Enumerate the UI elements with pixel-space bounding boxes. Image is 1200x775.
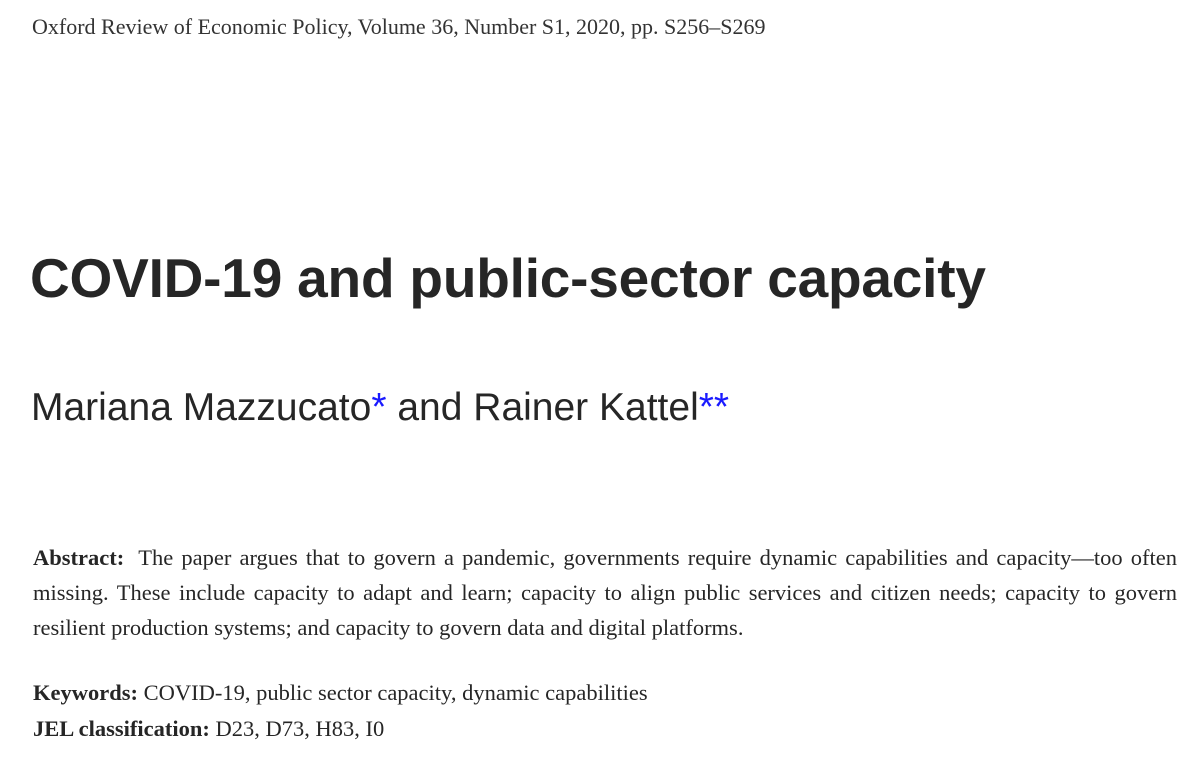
keywords-line	[33, 680, 648, 706]
keywords-text: COVID-19, public sector capacity, dynamic capabilities	[143, 680, 648, 705]
author-name-2: Rainer Kattel	[473, 386, 699, 429]
article-title: COVID-19 and public-sector capacity	[30, 247, 986, 309]
jel-label: JEL classification:	[33, 716, 210, 741]
abstract-text: The paper argues that to govern a pandemic, governments require dynamic capabilities and capacity—too often missing. These include capacity to adapt and learn; capacity to align public services and citizen needs; capacity to govern resilient production systems; and capacity to govern data and digital platforms.	[33, 545, 1177, 640]
author-line	[31, 386, 729, 430]
author-conjunction: and	[397, 386, 463, 429]
keywords-label: Keywords:	[33, 680, 138, 705]
abstract-paragraph	[33, 540, 1177, 645]
jel-classification-line	[33, 716, 384, 742]
journal-citation: Oxford Review of Economic Policy, Volume 36, Number S1, 2020, pp. S256–S269	[32, 14, 766, 39]
abstract-label: Abstract:	[33, 545, 125, 570]
author-1-footnote-link[interactable]: *	[371, 386, 387, 429]
jel-text: D23, D73, H83, I0	[215, 716, 385, 741]
author-2-footnote-link[interactable]: **	[698, 386, 730, 429]
author-name-1: Mariana Mazzucato	[31, 386, 372, 429]
